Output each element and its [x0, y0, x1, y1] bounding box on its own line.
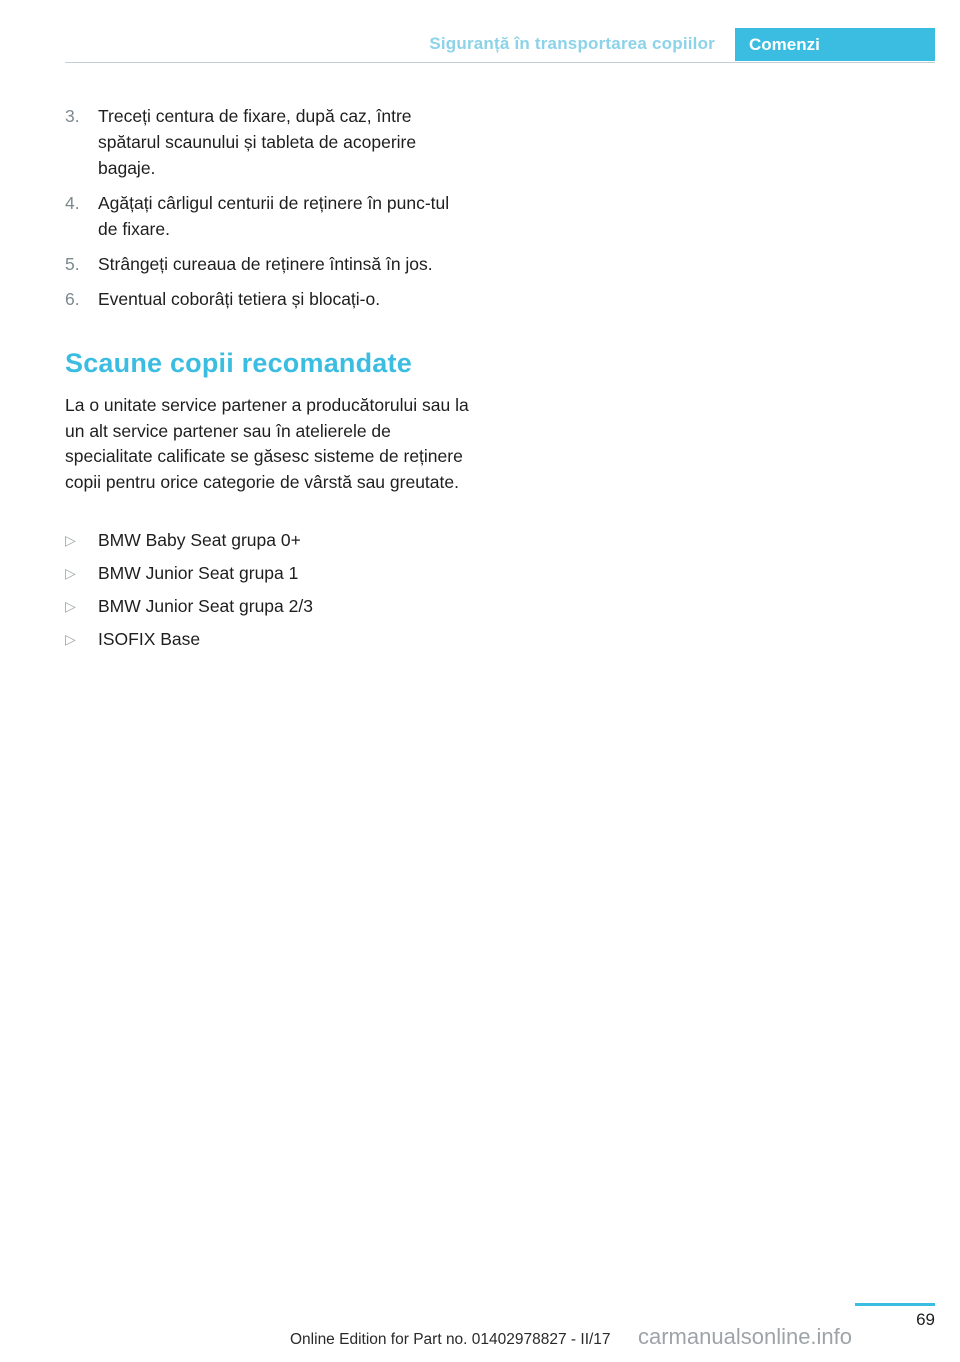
section-badge: Comenzi	[735, 28, 935, 61]
list-item-text: BMW Junior Seat grupa 2/3	[98, 596, 313, 616]
chapter-title: Siguranță în transportarea copiilor	[429, 34, 715, 53]
step-number: 3.	[65, 106, 80, 126]
recommended-seats-list	[65, 527, 485, 659]
step-text: Agățați cârligul centurii de reținere în punc-tul de fixare.	[98, 193, 450, 239]
step-text: Eventual coborâți tetiera și blocați-o.	[98, 289, 381, 309]
step-number: 6.	[65, 289, 80, 309]
section-heading: Scaune copii recomandate	[65, 348, 412, 378]
triangle-bullet-icon: ▷	[65, 532, 76, 548]
step-item	[65, 286, 467, 312]
page-header	[65, 27, 935, 61]
list-item-text: BMW Baby Seat grupa 0+	[98, 530, 301, 550]
page-number: 69	[916, 1310, 935, 1329]
step-number: 4.	[65, 193, 80, 213]
list-item	[65, 593, 485, 619]
list-item-text: BMW Junior Seat grupa 1	[98, 563, 299, 583]
list-item-text: ISOFIX Base	[98, 629, 201, 649]
list-item	[65, 527, 485, 553]
step-text: Treceți centura de fixare, după caz, între spătarul scaunului și tableta de acoperire bagaje.	[98, 106, 417, 178]
triangle-bullet-icon: ▷	[65, 565, 76, 581]
triangle-bullet-icon: ▷	[65, 631, 76, 647]
step-item	[65, 103, 467, 181]
watermark-text: carmanualsonline.info	[638, 1324, 853, 1349]
step-item	[65, 251, 467, 277]
step-number: 5.	[65, 254, 80, 274]
step-item	[65, 190, 467, 242]
list-item	[65, 560, 485, 586]
footer-accent-line	[855, 1303, 935, 1306]
instruction-steps	[65, 103, 467, 321]
edition-note: Online Edition for Part no. 01402978827 - II/17	[290, 1331, 611, 1348]
step-text: Strângeți cureaua de reținere întinsă în jos.	[98, 254, 433, 274]
section-paragraph: La o unitate service partener a producătorului sau la un alt service partener sau în atelierele de specialitate calificate se găsesc sisteme de reținere copii pentru orice categorie de vârstă sau greutate.	[65, 395, 469, 492]
header-divider	[65, 62, 935, 63]
list-item	[65, 626, 485, 652]
triangle-bullet-icon: ▷	[65, 598, 76, 614]
